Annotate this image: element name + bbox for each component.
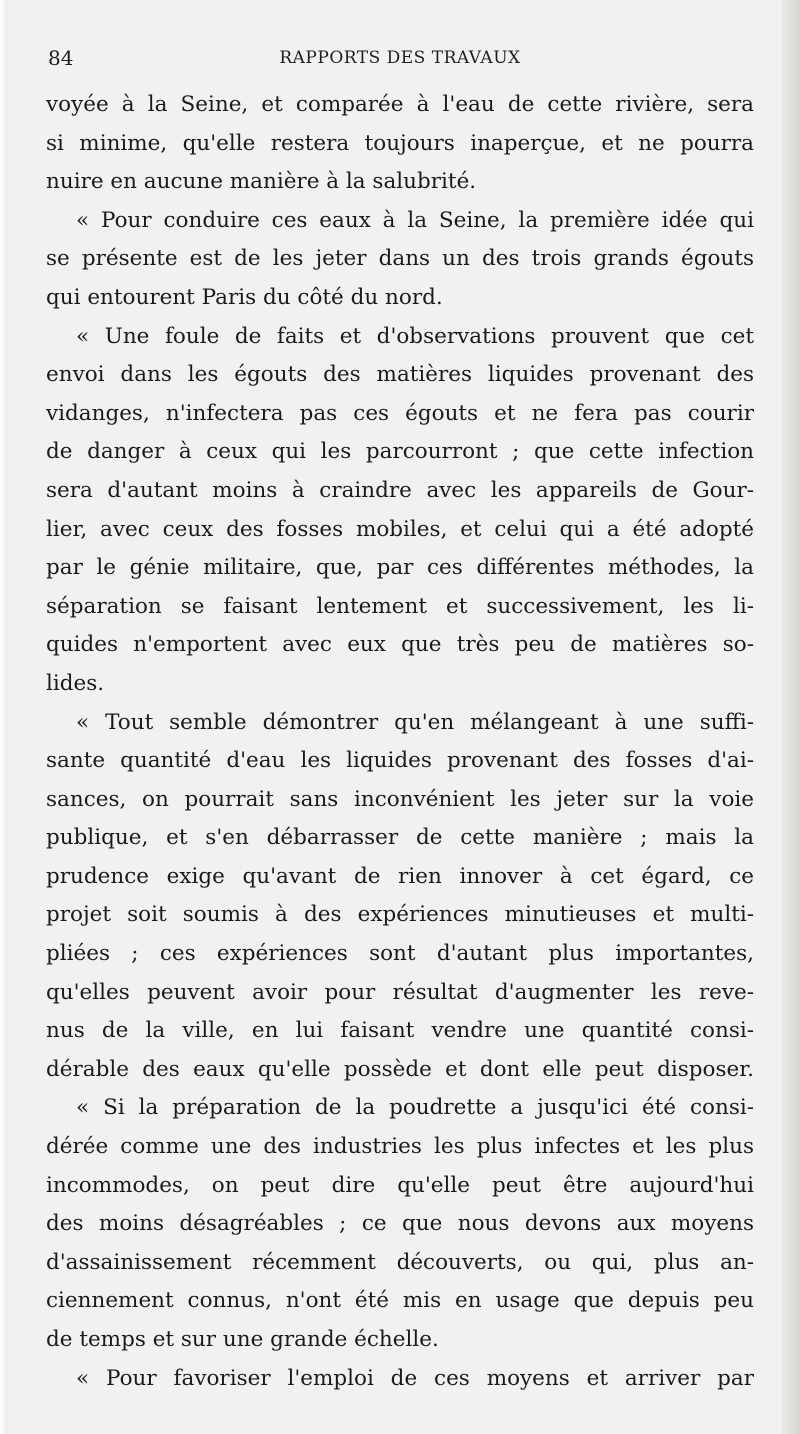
text-line: envoi dans les égouts des matières liquides provenant des: [46, 362, 754, 388]
text-line: publique, et s'en débarrasser de cette manière ; mais la: [46, 825, 754, 851]
text-line: projet soit soumis à des expériences minutieuses et multi-: [46, 902, 754, 928]
text-line: voyée à la Seine, et comparée à l'eau de cette rivière, sera: [46, 92, 754, 117]
text-line: par le génie militaire, que, par ces différentes méthodes, la: [46, 555, 754, 581]
text-line: qu'elles peuvent avoir pour résultat d'augmenter les reve-: [46, 979, 754, 1005]
text-line: « Une foule de faits et d'observations prouvent que cet: [76, 323, 754, 349]
text-line: lides.: [46, 670, 105, 696]
text-line: « Tout semble démontrer qu'en mélangeant à une suffi-: [76, 709, 754, 735]
text-line: sances, on pourrait sans inconvénient les jeter sur la voie: [46, 786, 754, 812]
body-text: [46, 86, 754, 1398]
page-edge-right: [782, 0, 800, 1434]
text-line: sante quantité d'eau les liquides provenant des fosses d'ai-: [46, 748, 754, 774]
text-line: qui entourent Paris du côté du nord.: [46, 284, 443, 310]
text-line: de danger à ceux qui les parcourront ; que cette infection: [46, 439, 754, 465]
text-line: des moins désagréables ; ce que nous devons aux moyens: [46, 1211, 754, 1237]
text-line: se présente est de les jeter dans un des trois grands égouts: [46, 246, 754, 272]
text-line: dérée comme une des industries les plus infectes et les plus: [46, 1134, 754, 1160]
text-line: vidanges, n'infectera pas ces égouts et ne fera pas courir: [46, 400, 754, 426]
text-line: « Si la préparation de la poudrette a jusqu'ici été consi-: [76, 1095, 754, 1121]
text-line: pliées ; ces expériences sont d'autant plus importantes,: [46, 941, 754, 967]
page-edge-left: [0, 0, 8, 1434]
running-head: [48, 44, 752, 74]
text-line: nuire en aucune manière à la salubrité.: [46, 169, 477, 195]
text-line: ciennement connus, n'ont été mis en usage que depuis peu: [46, 1288, 754, 1314]
text-line: dérable des eaux qu'elle possède et dont elle peut disposer.: [46, 1056, 754, 1082]
running-title: RAPPORTS DES TRAVAUX: [279, 48, 521, 68]
text-line: prudence exige qu'avant de rien innover à cet égard, ce: [46, 863, 754, 889]
page-number: 84: [48, 46, 74, 70]
text-line: sera d'autant moins à craindre avec les appareils de Gour-: [46, 477, 754, 503]
text-line: « Pour conduire ces eaux à la Seine, la première idée qui: [76, 207, 754, 233]
text-line: incommodes, on peut dire qu'elle peut être aujourd'hui: [46, 1172, 754, 1198]
text-line: lier, avec ceux des fosses mobiles, et celui qui a été adopté: [46, 516, 754, 542]
text-line: nus de la ville, en lui faisant vendre une quantité consi-: [46, 1018, 754, 1044]
text-line: « Pour favoriser l'emploi de ces moyens et arriver par: [76, 1365, 754, 1391]
text-line: séparation se faisant lentement et successivement, les li-: [46, 593, 754, 619]
text-line: de temps et sur une grande échelle.: [46, 1327, 439, 1352]
text-line: d'assainissement récemment découverts, ou qui, plus an-: [46, 1249, 754, 1275]
text-line: si minime, qu'elle restera toujours inaperçue, et ne pourra: [46, 130, 754, 156]
text-line: quides n'emportent avec eux que très peu de matières so-: [46, 632, 754, 658]
